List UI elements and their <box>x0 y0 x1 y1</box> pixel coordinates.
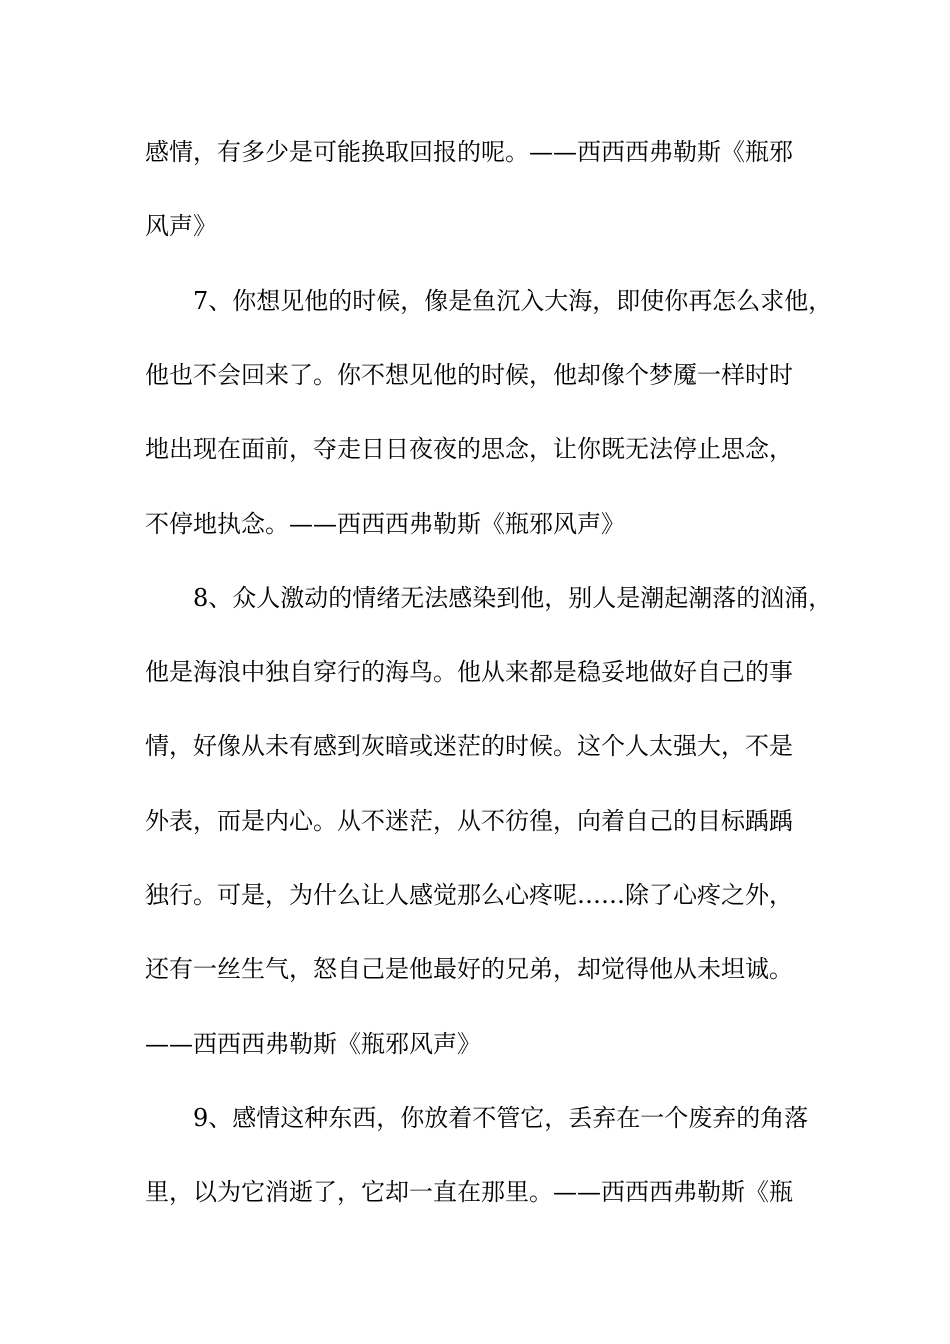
text-line: 9、感情这种东西，你放着不管它，丢弃在一个废弃的角落 <box>193 1104 809 1132</box>
text-line: 风声》 <box>145 212 217 240</box>
text-line: 8、众人激动的情绪无法感染到他，别人是潮起潮落的汹涌， <box>193 584 833 612</box>
text-line: 不停地执念。——西西西弗勒斯《瓶邪风声》 <box>145 510 625 538</box>
text-line: 情，好像从未有感到灰暗或迷茫的时候。这个人太强大，不是 <box>145 732 793 760</box>
text-line: ——西西西弗勒斯《瓶邪风声》 <box>145 1030 481 1058</box>
text-line: 外表，而是内心。从不迷茫，从不彷徨，向着自己的目标踽踽 <box>145 807 793 835</box>
text-line: 他是海浪中独自穿行的海鸟。他从来都是稳妥地做好自己的事 <box>145 658 793 686</box>
text-line: 还有一丝生气，怒自己是他最好的兄弟，却觉得他从未坦诚。 <box>145 955 793 983</box>
text-line: 7、你想见他的时候，像是鱼沉入大海，即使你再怎么求他， <box>193 287 833 315</box>
text-line: 地出现在面前，夺走日日夜夜的思念，让你既无法停止思念， <box>145 435 793 463</box>
text-line: 独行。可是，为什么让人感觉那么心疼呢……除了心疼之外， <box>145 881 793 909</box>
text-line: 他也不会回来了。你不想见他的时候，他却像个梦魇一样时时 <box>145 361 793 389</box>
text-line: 里，以为它消逝了，它却一直在那里。——西西西弗勒斯《瓶 <box>145 1178 793 1206</box>
text-line: 感情，有多少是可能换取回报的呢。——西西西弗勒斯《瓶邪 <box>145 138 793 166</box>
